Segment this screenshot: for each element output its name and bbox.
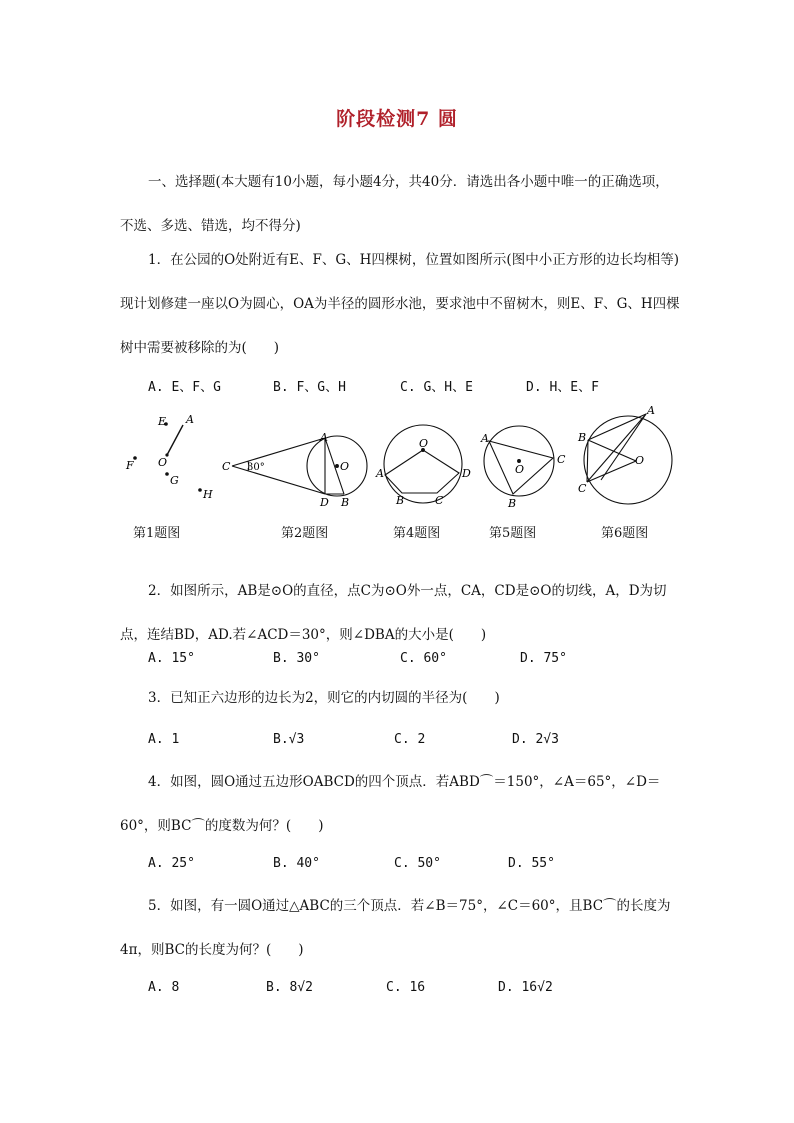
label-angle: 30° [247, 462, 265, 473]
option-b: B. 30° [273, 651, 320, 666]
option-d: D. H、E、F [526, 380, 599, 395]
segment-oa [167, 425, 183, 455]
option-a: A. 25° [148, 856, 195, 871]
question-3-stem: 3．已知正六边形的边长为2，则它的内切圆的半径为( ) [148, 690, 500, 706]
label-c: C [557, 453, 566, 466]
caption-fig-6: 第6题图 [601, 526, 649, 541]
question-4-stem: 4．如图，圆O通过五边形OABCD的四个顶点．若ABD⌒＝150°，∠A＝65°，∠D＝60°，则BC⌒的度数为何？( ) [120, 774, 661, 834]
label-o: O [340, 460, 350, 473]
label-d: D [320, 496, 329, 509]
option-b: B. F、G、H [273, 380, 346, 395]
question-5-stem: 5．如图，有一圆O通过△ABC的三个顶点．若∠B＝75°，∠C＝60°，且BC⌒的长度为4π，则BC的长度为何？( ) [120, 898, 671, 958]
label-o: O [515, 463, 525, 476]
option-c: C. 2 [394, 732, 426, 747]
page-title: 阶段检测7 圆 [336, 108, 458, 130]
figure-5-diagram [484, 426, 554, 496]
option-d: D. 75° [520, 651, 567, 666]
option-b: B. 40° [273, 856, 320, 871]
caption-fig-4: 第4题图 [393, 526, 441, 541]
label-d: D [462, 467, 471, 480]
option-d: D. 16√2 [498, 980, 553, 995]
caption-fig-5: 第5题图 [489, 526, 537, 541]
label-a: A [647, 404, 655, 417]
figures-strip [115, 403, 690, 513]
label-c: C [222, 460, 231, 473]
question-5-options [148, 980, 688, 1000]
label-b: B [508, 497, 517, 510]
point-g [165, 472, 169, 476]
option-a: A. 8 [148, 980, 180, 995]
option-b: B. 8√2 [266, 980, 313, 995]
option-c: C. 60° [400, 651, 447, 666]
label-c: C [435, 494, 444, 507]
label-b: B [396, 494, 405, 507]
label-g: G [170, 474, 179, 487]
question-2-stem: 2．如图所示，AB是⊙O的直径，点C为⊙O外一点，CA，CD是⊙O的切线，A，D为切点，连结BD，AD.若∠ACD＝30°，则∠DBA的大小是( ) [120, 583, 667, 643]
label-a: A [376, 467, 384, 480]
label-o: O [419, 437, 429, 450]
point-f [133, 456, 137, 460]
option-d: D. 55° [508, 856, 555, 871]
figure-1-diagram [125, 413, 213, 501]
option-c: C. 16 [386, 980, 426, 995]
label-a: A [320, 431, 328, 444]
question-1-stem: 1．在公园的O处附近有E、F、G、H四棵树，位置如图所示(图中小正方形的边长均相等)现计划修建一座以O为圆心，OA为半径的圆形水池，要求池中不留树木，则E、F、G、H四棵树中需要被移除的为( ) [120, 252, 680, 356]
option-b: B.√3 [273, 732, 305, 747]
option-c: C. 50° [394, 856, 441, 871]
option-a: A. 15° [148, 651, 195, 666]
label-b: B [341, 496, 350, 509]
label-e: E [158, 415, 167, 428]
option-c: C. G、H、E [400, 380, 473, 395]
option-a: A. E、F、G [148, 380, 221, 395]
label-b: B [578, 431, 587, 444]
caption-fig-1: 第1题图 [133, 526, 181, 541]
figure-6-diagram [584, 414, 672, 504]
label-o: O [158, 456, 168, 469]
label-h: H [203, 488, 213, 501]
caption-fig-2: 第2题图 [281, 526, 329, 541]
question-4-options [148, 856, 688, 876]
point-h [198, 488, 202, 492]
label-a: A [186, 413, 194, 426]
label-c: C [578, 482, 587, 495]
label-a: A [481, 432, 489, 445]
question-1-options [148, 376, 688, 396]
option-d: D. 2√3 [512, 732, 559, 747]
question-3-options [148, 732, 688, 752]
section-heading: 一、选择题(本大题有10小题，每小题4分，共40分．请选出各小题中唯一的正确选项，不选、多选、错选，均不得分) [120, 174, 669, 234]
question-2-options [148, 651, 688, 671]
label-o: O [635, 454, 645, 467]
label-f: F [126, 459, 134, 472]
option-a: A. 1 [148, 732, 180, 747]
